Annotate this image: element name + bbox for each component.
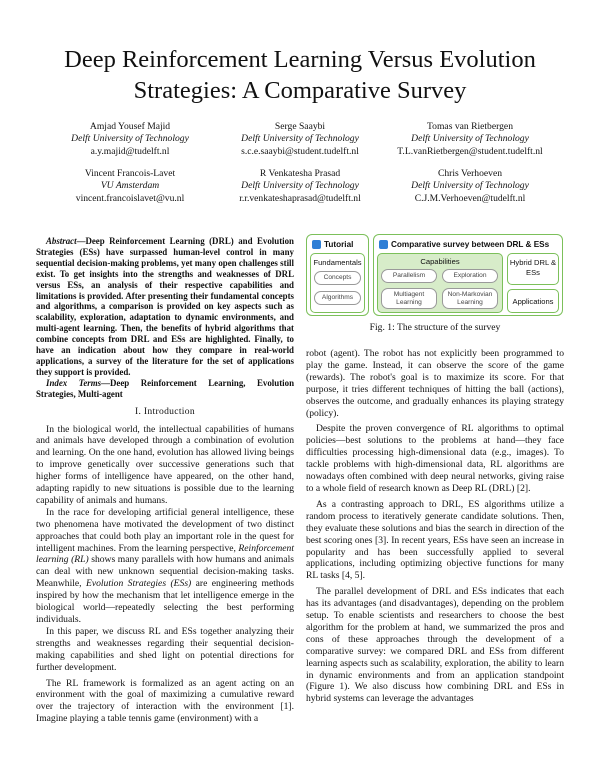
author-email: C.J.M.Verhoeven@tudelft.nl: [414, 192, 526, 204]
abstract-text: —Deep Reinforcement Learning (DRL) and Evolution Strategies (ESs) have surpassed human-level control in many sequential decision-making problems, yet many open challenges still exist. To get insights into the strengths and weaknesses of DRL versus ESs, an analysis of their respective capabilities and limitations is provided. After presenting their fundamental concepts and algorithms, a comparison is provided on key aspects such as scalability, exploration, adaptation to dynamic environments, and multi-agent learning. Then, the benefits of hybrid algorithms that combine concepts from DRL and ESs are highlighted. Finally, to have an indication about how they compare in real-world applications, a survey of the literature for the set of applications they support is provided.: [36, 236, 294, 377]
survey-structure-figure: [306, 234, 564, 320]
tutorial-icon: [312, 240, 321, 249]
paragraph: The parallel development of DRL and ESs indicates that each has its advantages (and disadvantages), depending on the problem setup. To enable scientists and researchers to choose the best algorithm for the problem at hand, we summarized the pros and cons of these approaches through the development of a comparative survey: we compared DRL and ESs from different learning aspects such as scalability, exploration, the ability to learn in dynamic environments and from an application standpoint (Figure 1). We also discuss how combining DRL and ESs in hybrid systems can leverage the advantages: [306, 586, 564, 705]
paragraph: In the race for developing artificial general intelligence, these two phenomena have motivated the development of two distinct approaches that could both play an important role in the quest for intelligent machines. From the learning perspective, Reinforcement learning (RL) shows many parallels with how humans and animals can deal with new unknown sequential decision-making tasks. Meanwhile, Evolution Strategies (ESs) are engineering methods inspired by how the mechanism that let intelligence emerge in the biological world—repeatedly selecting the best performing individuals.: [36, 506, 294, 625]
author-affiliation: Delft University of Technology: [241, 133, 359, 145]
survey-label: Comparative survey between DRL & ESs: [391, 240, 550, 249]
paragraph: As a contrasting approach to DRL, ES algorithms utilize a random process to iteratively generate candidate solutions. Then, they evaluate these solutions and bias the search in direction of the best scoring ones [3]. In recent years, ESs have seen an increase in popularity and has been successfully applied to several applications, including optimizing objective functions for many RL tasks [4, 5].: [306, 498, 564, 582]
author-email: s.c.e.saaybi@student.tudelft.nl: [241, 145, 359, 157]
multiagent-learning-pill: Multiagent Learning: [381, 288, 437, 309]
author-email: T.L.vanRietbergen@student.tudelft.nl: [397, 145, 543, 157]
author-affiliation: Delft University of Technology: [411, 180, 529, 192]
comparative-survey-box: [373, 234, 563, 316]
paragraph: In this paper, we discuss RL and ESs together analyzing their strengths and weaknesses regarding their sequential decision-making capabilities and shed light on potential directions for further development.: [36, 625, 294, 673]
author-name: Vincent Francois-Lavet: [84, 168, 176, 179]
author-email: a.y.majid@tudelft.nl: [90, 145, 170, 157]
abstract-label: Abstract: [46, 236, 77, 246]
index-terms: [36, 378, 294, 400]
capabilities-label: Capabilities: [420, 257, 460, 266]
author-name: Chris Verhoeven: [437, 168, 503, 179]
paragraph: robot (agent). The robot has not explicitly been programmed to play the game. Instead, it can observe the score of the game (rewards). The robot's goal is to maximize its score. For that purpose, it tries different techniques of hitting the ball (actions), observes the outcome, and gradually enhances its playing strategy (policy).: [306, 348, 564, 419]
author-affiliation: VU Amsterdam: [100, 180, 160, 192]
tutorial-box: [306, 234, 369, 316]
tutorial-label: Tutorial: [324, 240, 354, 249]
applications-label: Applications: [512, 297, 554, 306]
hybrid-box: [507, 253, 559, 285]
survey-icon: [379, 240, 388, 249]
algorithms-pill: Algorithms: [314, 291, 361, 305]
right-column: [306, 348, 564, 705]
applications-box: [507, 289, 559, 313]
abstract: [36, 236, 294, 378]
author-name: Tomas van Rietbergen: [426, 121, 513, 132]
author-block: [370, 121, 570, 158]
emphasis: Evolution Strategies (ESs): [85, 578, 192, 590]
fundamentals-box: [310, 253, 365, 313]
fundamentals-label: Fundamentals: [313, 258, 362, 267]
paper-title: [40, 44, 560, 106]
title-line-1: Deep Reinforcement Learning Versus Evolution: [64, 46, 536, 73]
figure-caption: Fig. 1: The structure of the survey: [369, 322, 501, 333]
emphasis: Reinforcement learning (RL): [36, 542, 294, 566]
author-name: Serge Saaybi: [274, 121, 326, 132]
paragraph: Despite the proven convergence of RL algorithms to optimal policies—best solutions to the problems at hand—they face difficulties processing high-dimensional data (e.g., images). To tackle problems with high-dimensional data, RL algorithms are nowadays often combined with deep neural networks, giving raise to a whole field of research known as Deep RL (DRL) [2].: [306, 423, 564, 494]
paragraph: The RL framework is formalized as an agent acting on an environment with the goal of maximizing a cumulative reward over the trajectory of interaction with the environment [1]. Imagine playing a table tennis game (environment) with a: [36, 677, 294, 725]
left-column: [36, 236, 294, 725]
author-affiliation: Delft University of Technology: [71, 133, 189, 145]
paragraph: In the biological world, the intellectual capabilities of humans and animals have developed through a combination of evolution and learning. On the one hand, evolution has allowed living beings to improve genetically over successive generations such that higher forms of intelligence have appeared, on the other hand, adapting rapidly to new situations is possible due to the learning capability of animals and humans.: [36, 423, 294, 506]
author-affiliation: Delft University of Technology: [411, 133, 529, 145]
author-name: R Venkatesha Prasad: [259, 168, 341, 179]
concepts-pill: Concepts: [314, 271, 361, 285]
author-email: vincent.francoislavet@vu.nl: [75, 192, 185, 204]
hybrid-label: Hybrid DRL & ESs: [509, 258, 557, 277]
author-name: Amjad Yousef Majid: [89, 121, 171, 132]
section-heading: I. Introduction: [135, 405, 195, 417]
title-line-2: Strategies: A Comparative Survey: [133, 77, 467, 104]
author-email: r.r.venkateshaprasad@tudelft.nl: [239, 192, 361, 204]
exploration-pill: Exploration: [442, 269, 498, 283]
author-block: [370, 168, 570, 205]
parallelism-pill: Parallelism: [381, 269, 437, 283]
author-affiliation: Delft University of Technology: [241, 180, 359, 192]
non-markovian-learning-pill: Non-Markovian Learning: [442, 288, 498, 309]
index-terms-label: Index Terms: [46, 377, 102, 388]
capabilities-box: [377, 253, 503, 313]
index-terms-text: —Deep Reinforcement Learning, Evolution Strategies, Multi-agent: [36, 377, 295, 399]
